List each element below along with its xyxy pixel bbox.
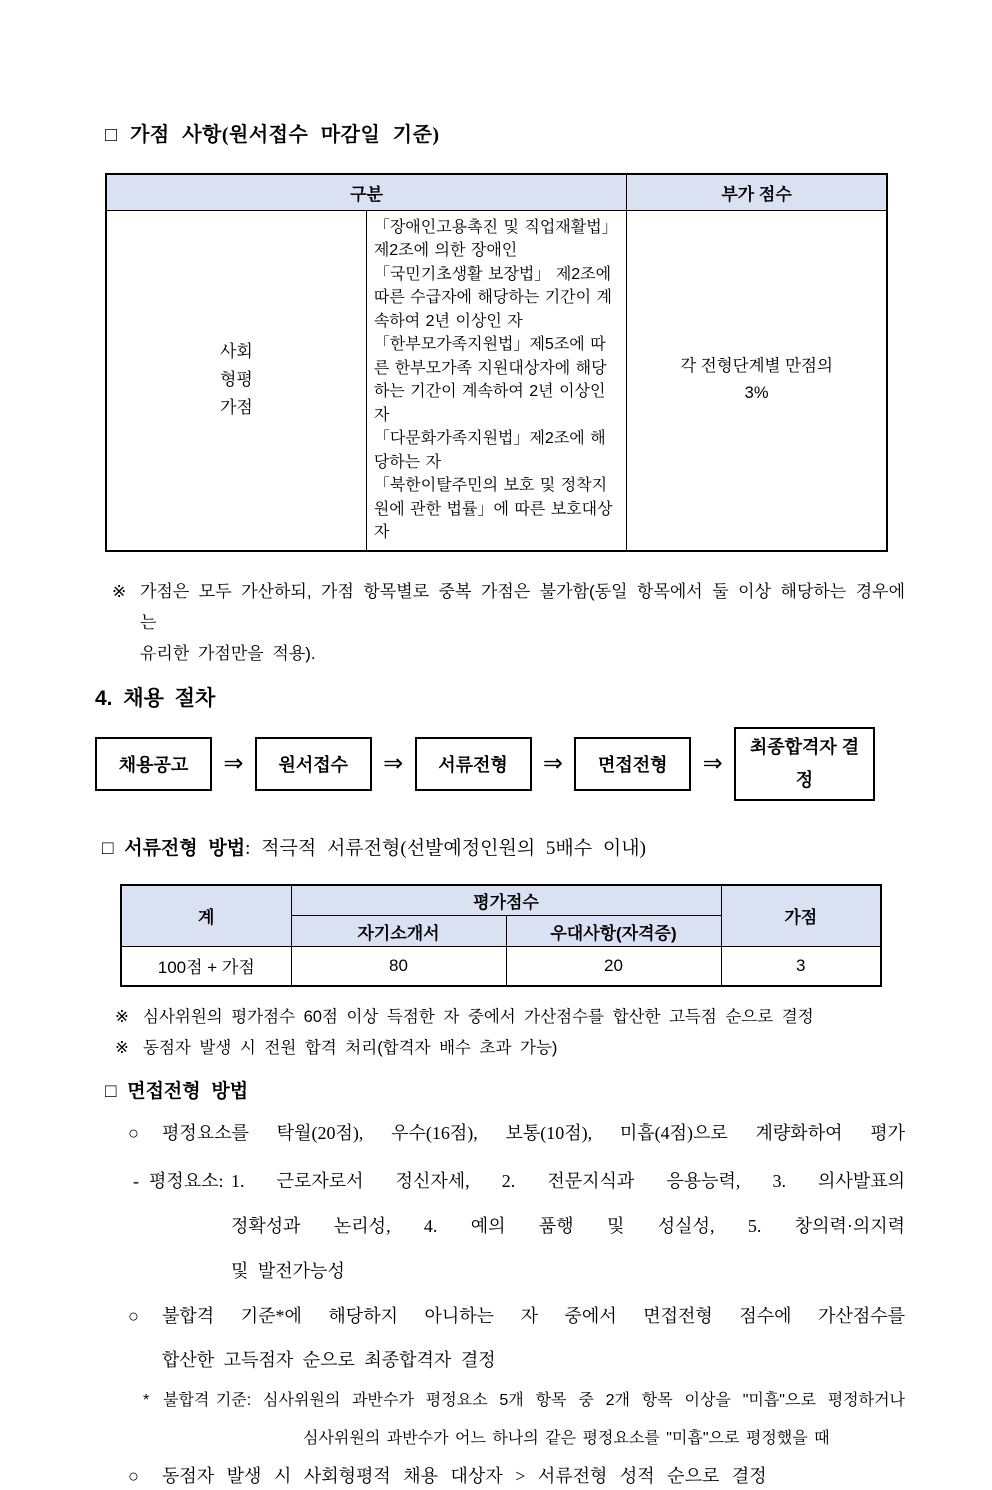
note-line: 유리한 가점만을 적용). xyxy=(140,643,316,663)
fail-criteria-footnote xyxy=(143,1382,905,1458)
screening-heading-rest: : 적극적 서류전형(선발예정인원의 5배수 이내) xyxy=(245,837,646,859)
pass-line: 합산한 고득점자 순으로 최종합격자 결정 xyxy=(162,1349,496,1370)
criteria-item: 「국민기초생활 보장법」 제2조에 따른 수급자에 해당하는 기간이 계속하여 2년 이상인 자 xyxy=(373,265,612,330)
criteria-item: 「다문화가족지원법」제2조에 해당하는 자 xyxy=(373,430,606,471)
footnote-line: 심사위원의 과반수가 평정요소 5개 항목 중 2개 항목 이상을 "미흡"으로 평정하거나 xyxy=(263,1391,905,1409)
criteria-item: 「북한이탈주민의 보호 및 정착지원에 관한 법률」에 따른 보호대상자 xyxy=(373,477,613,541)
reference-mark-icon: ※ xyxy=(112,581,127,601)
row-label-line: 사회 xyxy=(219,342,253,361)
screening-section-heading xyxy=(102,833,905,860)
footnote-text xyxy=(263,1382,905,1458)
bonus-points-table xyxy=(105,173,888,552)
bonus-section-heading: □ 가점 사항(원서접수 마감일 기준) xyxy=(105,124,440,146)
criteria-item: 「장애인고용촉진 및 직업재활법」 제2조에 의한 장애인 xyxy=(373,218,618,259)
column-header-extra-score: 부가 점수 xyxy=(627,174,887,210)
screening-heading-bold: □ 서류전형 방법 xyxy=(102,837,246,859)
dash-bullet-icon: - xyxy=(133,1170,139,1191)
column-header-cover-letter: 자기소개서 xyxy=(291,916,506,947)
circle-bullet-icon: ○ xyxy=(128,1122,139,1143)
row-label-line: 가점 xyxy=(219,398,253,417)
tiebreak-text: 동점자 발생 시 사회형평적 채용 대상자 > 서류전형 성적 순으로 결정 xyxy=(162,1465,767,1486)
circle-bullet-icon: ○ xyxy=(128,1465,139,1486)
interview-bullet-tiebreak xyxy=(128,1462,905,1490)
flow-arrow-icon: ⇒ xyxy=(223,750,244,777)
pass-criteria-text xyxy=(162,1294,905,1382)
score-line: 각 전형단계별 만점의 xyxy=(680,357,833,375)
table-header-row xyxy=(106,174,887,210)
table-header-row xyxy=(121,885,881,916)
interview-rating-factors xyxy=(133,1159,905,1294)
procedure-section-heading: 4. 채용 절차 xyxy=(95,686,216,710)
flow-arrow-icon: ⇒ xyxy=(702,750,723,777)
pass-line: 불합격 기준*에 해당하지 아니하는 자 중에서 면접전형 점수에 가산점수를 xyxy=(162,1305,905,1326)
screening-note xyxy=(115,1002,905,1033)
column-header-total: 계 xyxy=(121,885,291,947)
interview-bullet-rating xyxy=(128,1119,905,1147)
factors-line: 1. 근로자로서 정신자세, 2. 전문지식과 응용능력, 3. 의사발표의 xyxy=(231,1170,905,1191)
note-line: 가점은 모두 가산하되, 가점 항목별로 중복 가점은 불가함(동일 항목에서 둘 이상 해당하는 경우에는 xyxy=(140,581,905,632)
interview-section-heading: □ 면접전형 방법 xyxy=(105,1080,249,1102)
reference-mark-icon: ※ xyxy=(115,1007,129,1026)
row-label-social-equity xyxy=(106,210,366,551)
recruitment-flowchart xyxy=(95,725,875,803)
flow-step-document-screening: 서류전형 xyxy=(415,737,532,791)
criteria-item: 「한부모가족지원법」제5조에 따른 한부모가족 지원대상자에 해당하는 기간이 계속하여 2년 이상인 자 xyxy=(373,336,607,424)
cell-total: 100점 + 가점 xyxy=(121,947,291,986)
factors-line: 및 발전가능성 xyxy=(231,1260,345,1281)
bonus-note xyxy=(112,576,905,669)
circle-bullet-icon: ○ xyxy=(128,1305,139,1326)
rating-factors-text xyxy=(231,1159,905,1294)
table-data-row xyxy=(121,947,881,986)
flow-arrow-icon: ⇒ xyxy=(383,750,404,777)
table-body-row xyxy=(106,210,887,551)
flow-arrow-icon: ⇒ xyxy=(542,750,563,777)
score-line: 3% xyxy=(744,384,769,402)
screening-note-text: 동점자 발생 시 전원 합격 처리(합격자 배수 초과 가능) xyxy=(143,1038,558,1057)
flow-step-final-selection: 최종합격자 결정 xyxy=(734,727,875,801)
column-header-bonus: 가점 xyxy=(721,885,881,947)
footnote-label: 불합격 기준: xyxy=(163,1391,252,1409)
screening-note-text: 심사위원의 평가점수 60점 이상 득점한 자 중에서 가산점수를 합산한 고득점 순으로 결정 xyxy=(143,1007,814,1026)
rating-factors-label: 평정요소: xyxy=(149,1170,224,1191)
screening-score-table xyxy=(120,884,882,987)
score-cell xyxy=(627,210,887,551)
interview-bullet-pass-criteria xyxy=(128,1294,905,1382)
row-label-line: 형평 xyxy=(219,370,253,389)
cell-preference-score: 20 xyxy=(506,947,721,986)
bullet-text: 평정요소를 탁월(20점), 우수(16점), 보통(10점), 미흡(4점)으로 계량화하여 평가 xyxy=(162,1122,905,1143)
flow-step-interview: 면접전형 xyxy=(574,737,691,791)
column-header-preferences: 우대사항(자격증) xyxy=(506,916,721,947)
criteria-cell xyxy=(366,210,626,551)
reference-mark-icon: ※ xyxy=(115,1038,129,1057)
footnote-line: 심사위원의 과반수가 어느 하나의 같은 평정요소를 "미흡"으로 평정했을 때 xyxy=(303,1429,830,1447)
factors-line: 정확성과 논리성, 4. 예의 품행 및 성실성, 5. 창의력·의지력 xyxy=(231,1215,905,1236)
asterisk-icon: * xyxy=(143,1391,150,1409)
screening-note xyxy=(115,1033,905,1064)
column-header-evaluation: 평가점수 xyxy=(291,885,721,916)
column-header-category: 구분 xyxy=(106,174,627,210)
flow-step-application: 원서접수 xyxy=(255,737,372,791)
bonus-note-text xyxy=(140,576,905,669)
flow-step-announcement: 채용공고 xyxy=(95,737,212,791)
cell-bonus-score: 3 xyxy=(721,947,881,986)
cell-cover-letter-score: 80 xyxy=(291,947,506,986)
